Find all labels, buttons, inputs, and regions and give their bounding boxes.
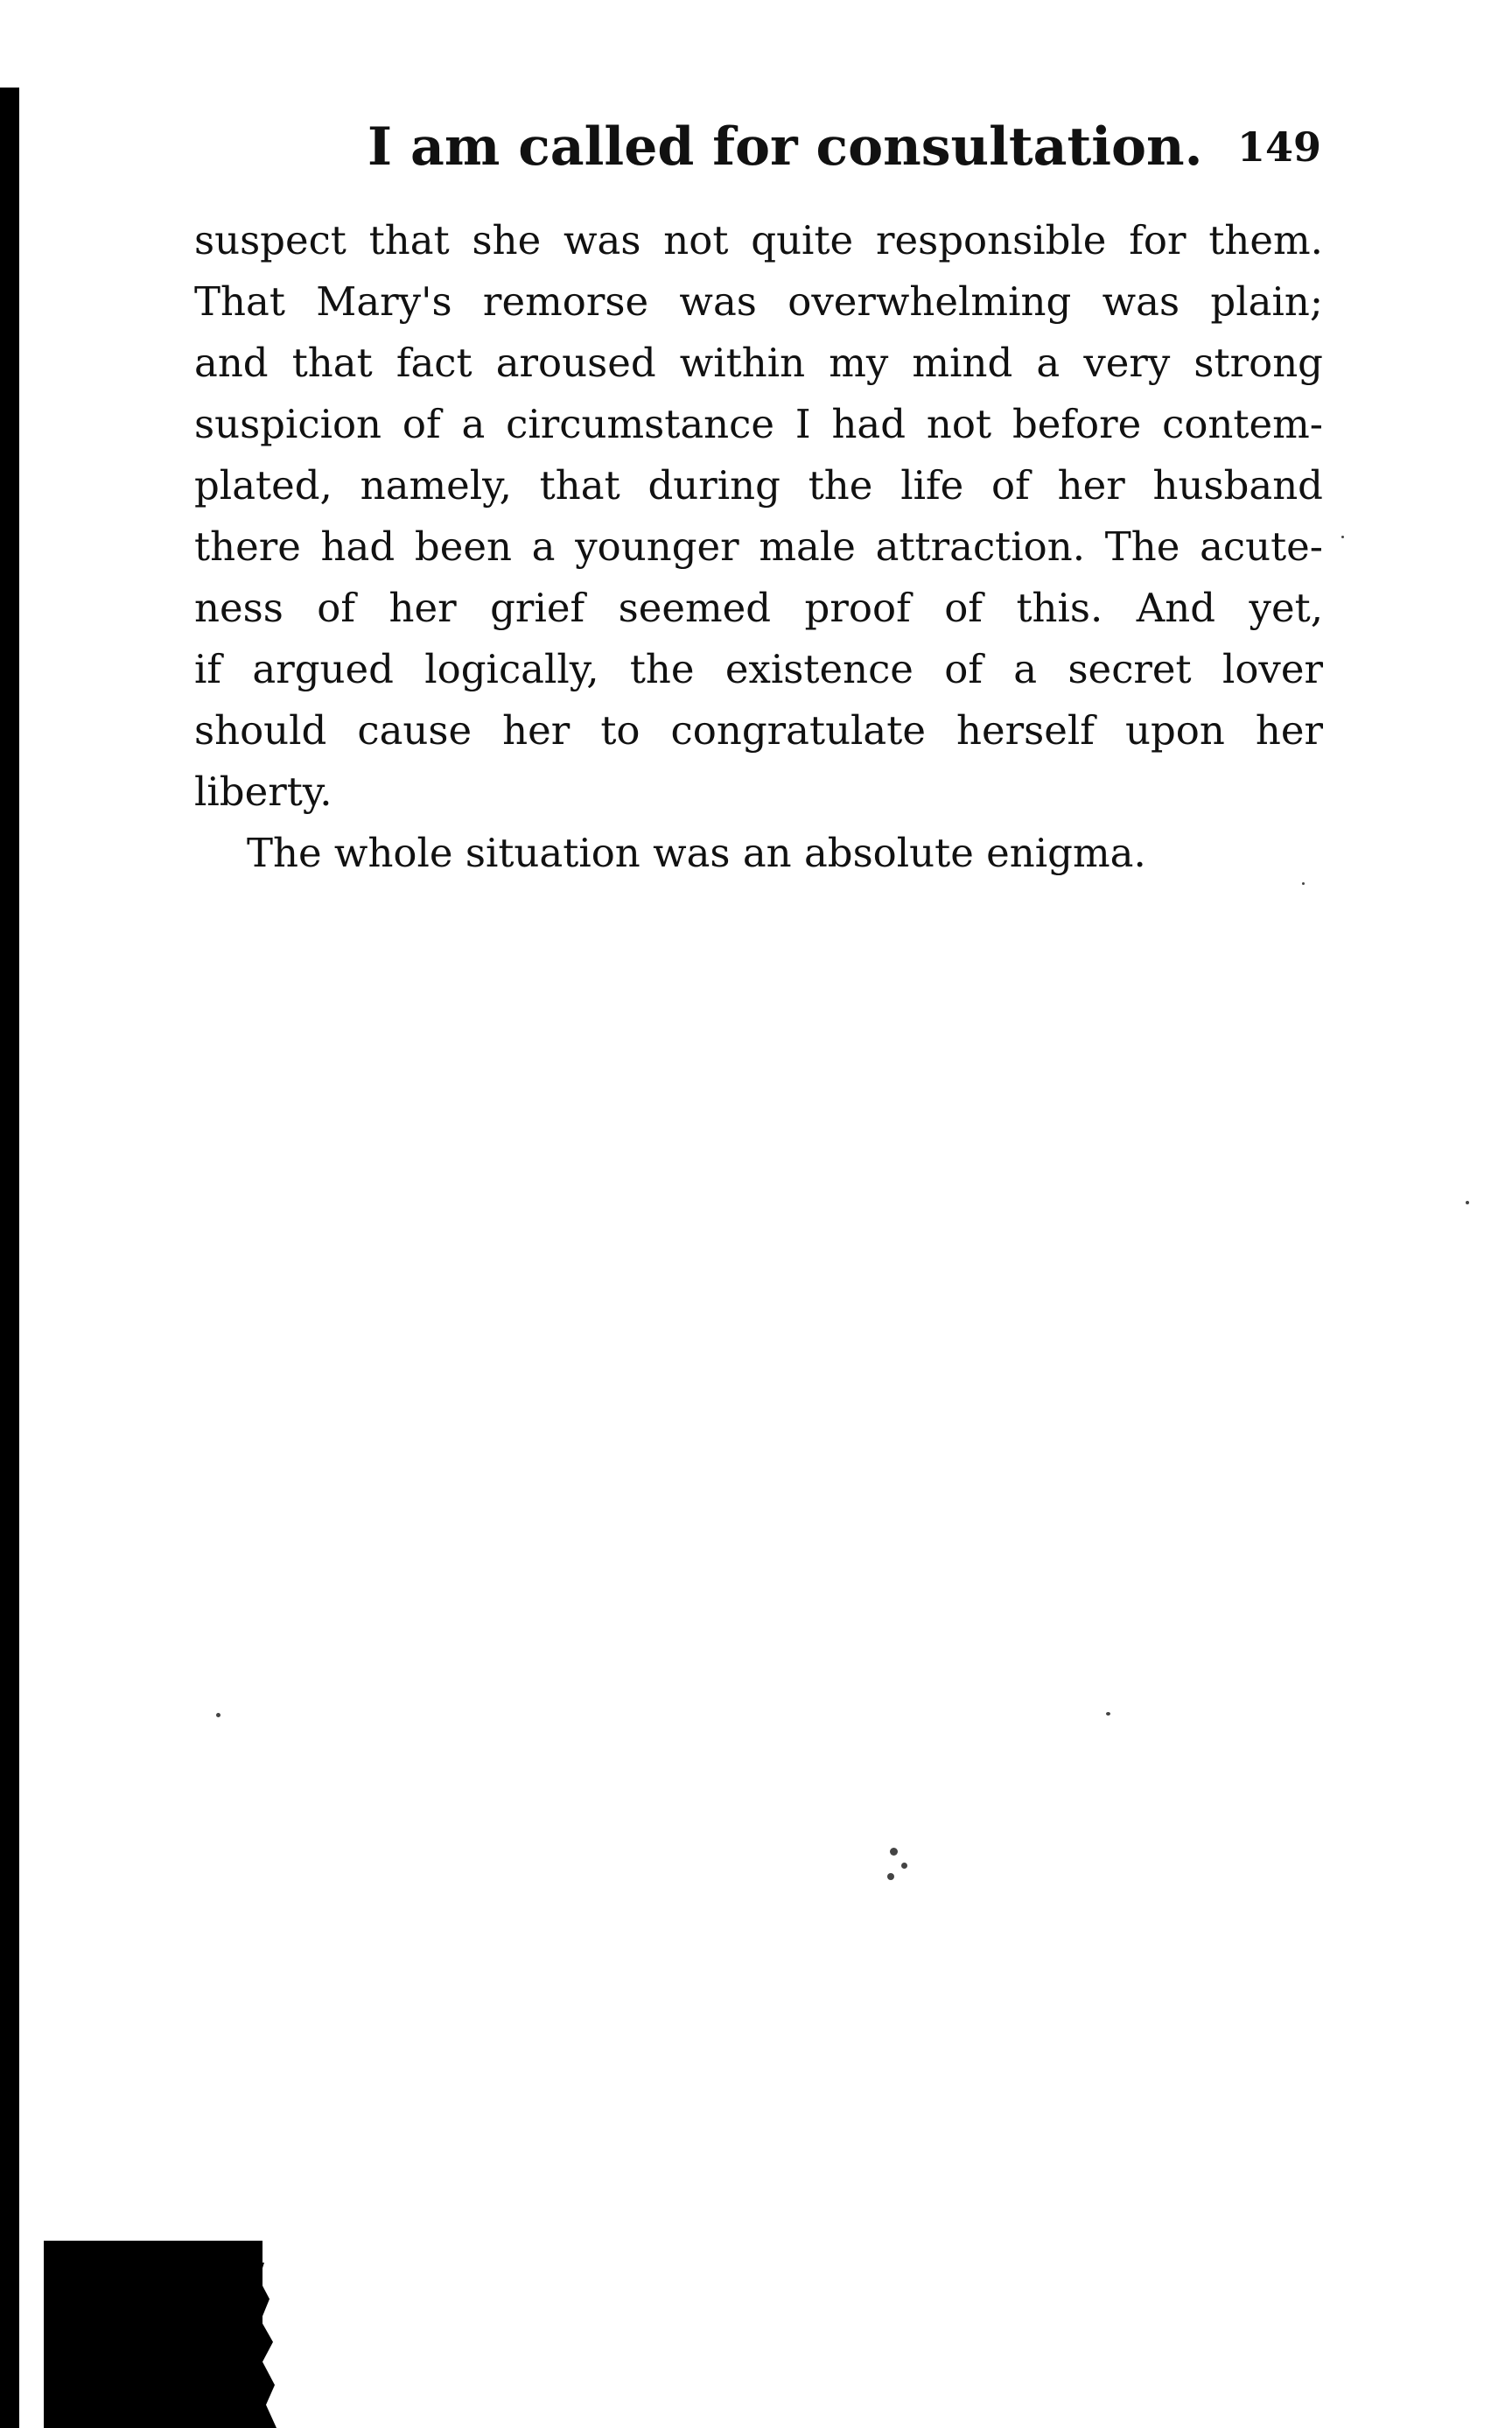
scan-speck: [1106, 1712, 1110, 1716]
text-line: plated, namely, that during the life of her husband: [194, 462, 1323, 509]
scan-speck: [216, 1713, 220, 1717]
text-line: suspicion of a circumstance I had not before contem-: [194, 401, 1323, 447]
scan-speck: [901, 1863, 907, 1869]
body-paragraph: [194, 210, 1323, 884]
scan-speck: [1341, 536, 1344, 538]
scan-left-edge: [0, 88, 19, 2428]
page-number: 149: [1236, 123, 1321, 171]
scan-speck: [890, 1848, 898, 1856]
text-line: if argued logically, the existence of a secret lover: [194, 646, 1323, 692]
text-line: suspect that she was not quite responsible for them.: [194, 217, 1323, 263]
text-line: liberty.: [194, 768, 332, 815]
scan-bottom-artifact-edge: [245, 2263, 280, 2428]
text-line: That Mary's remorse was overwhelming was plain;: [194, 278, 1323, 325]
running-head: [368, 103, 1321, 200]
chapter-title: I am called for consultation.: [368, 116, 1203, 178]
text-line: and that fact aroused within my mind a very strong: [194, 340, 1323, 386]
closing-line: The whole situation was an absolute enigma.: [247, 830, 1146, 876]
text-line: there had been a younger male attraction. The acute-: [194, 523, 1323, 570]
scan-speck: [1302, 882, 1305, 885]
scan-bottom-artifact: [44, 2241, 262, 2428]
scan-speck: [1466, 1201, 1469, 1204]
text-line: ness of her grief seemed proof of this. And yet,: [194, 585, 1323, 631]
scan-speck: [887, 1873, 894, 1880]
text-line: should cause her to congratulate herself upon her: [194, 707, 1323, 754]
